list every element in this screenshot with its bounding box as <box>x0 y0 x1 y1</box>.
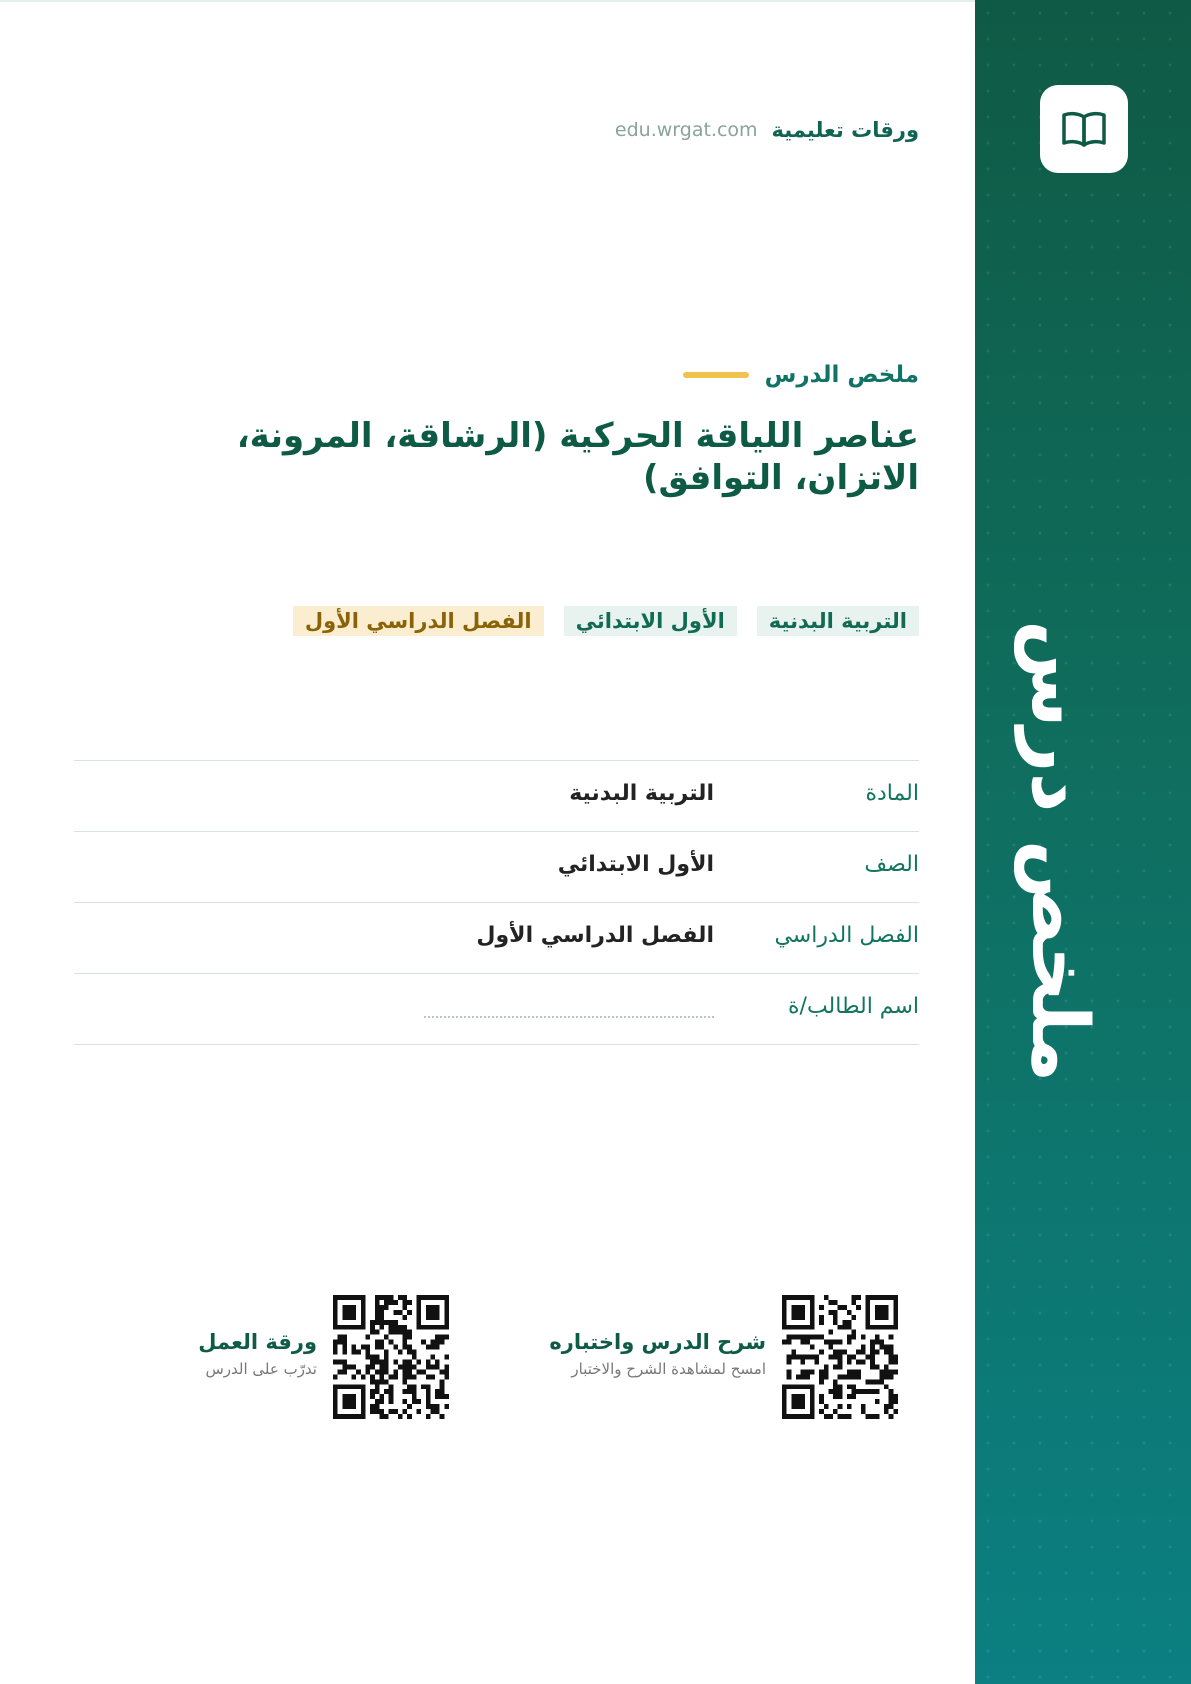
student-name-blank[interactable] <box>424 1016 714 1018</box>
lesson-info-table <box>74 760 919 1045</box>
info-row-grade <box>74 832 919 903</box>
lesson-kicker-text: ملخص الدرس <box>764 362 919 388</box>
lesson-title: عناصر اللياقة الحركية (الرشاقة، المرونة، الاتزان، التوافق) <box>236 416 919 498</box>
info-label: اسم الطالب/ة <box>788 994 919 1019</box>
info-label: المادة <box>865 781 919 806</box>
qr-worksheet-title: ورقة العمل <box>198 1330 317 1354</box>
info-row-student-name <box>74 974 919 1045</box>
lesson-kicker <box>683 362 919 388</box>
qr-worksheet-subtitle: تدرّب على الدرس <box>205 1360 317 1378</box>
brand-header <box>615 118 919 142</box>
top-border <box>0 0 975 2</box>
info-label: الصف <box>864 852 919 877</box>
sidebar-title: ملخص درس <box>1014 620 1104 1083</box>
qr-code-icon[interactable] <box>333 1295 449 1419</box>
info-row-semester <box>74 903 919 974</box>
info-label: الفصل الدراسي <box>774 923 919 948</box>
kicker-accent-line <box>683 372 749 378</box>
brand-name: ورقات تعليمية <box>771 118 919 142</box>
info-value: الأول الابتدائي <box>557 852 714 877</box>
brand-url[interactable]: edu.wrgat.com <box>614 119 758 141</box>
info-value: الفصل الدراسي الأول <box>476 923 714 948</box>
logo <box>1040 85 1128 173</box>
qr-code-icon[interactable] <box>782 1295 898 1419</box>
info-row-subject <box>74 761 919 832</box>
open-book-icon <box>1061 109 1107 149</box>
qr-lesson-subtitle: امسح لمشاهدة الشرح والاختبار <box>571 1360 766 1378</box>
info-value: التربية البدنية <box>569 781 714 806</box>
qr-lesson-title: شرح الدرس واختباره <box>549 1330 766 1354</box>
tag-subject: التربية البدنية <box>757 606 919 636</box>
lesson-tags <box>293 606 919 636</box>
tag-semester: الفصل الدراسي الأول <box>293 606 544 636</box>
tag-grade: الأول الابتدائي <box>564 606 737 636</box>
